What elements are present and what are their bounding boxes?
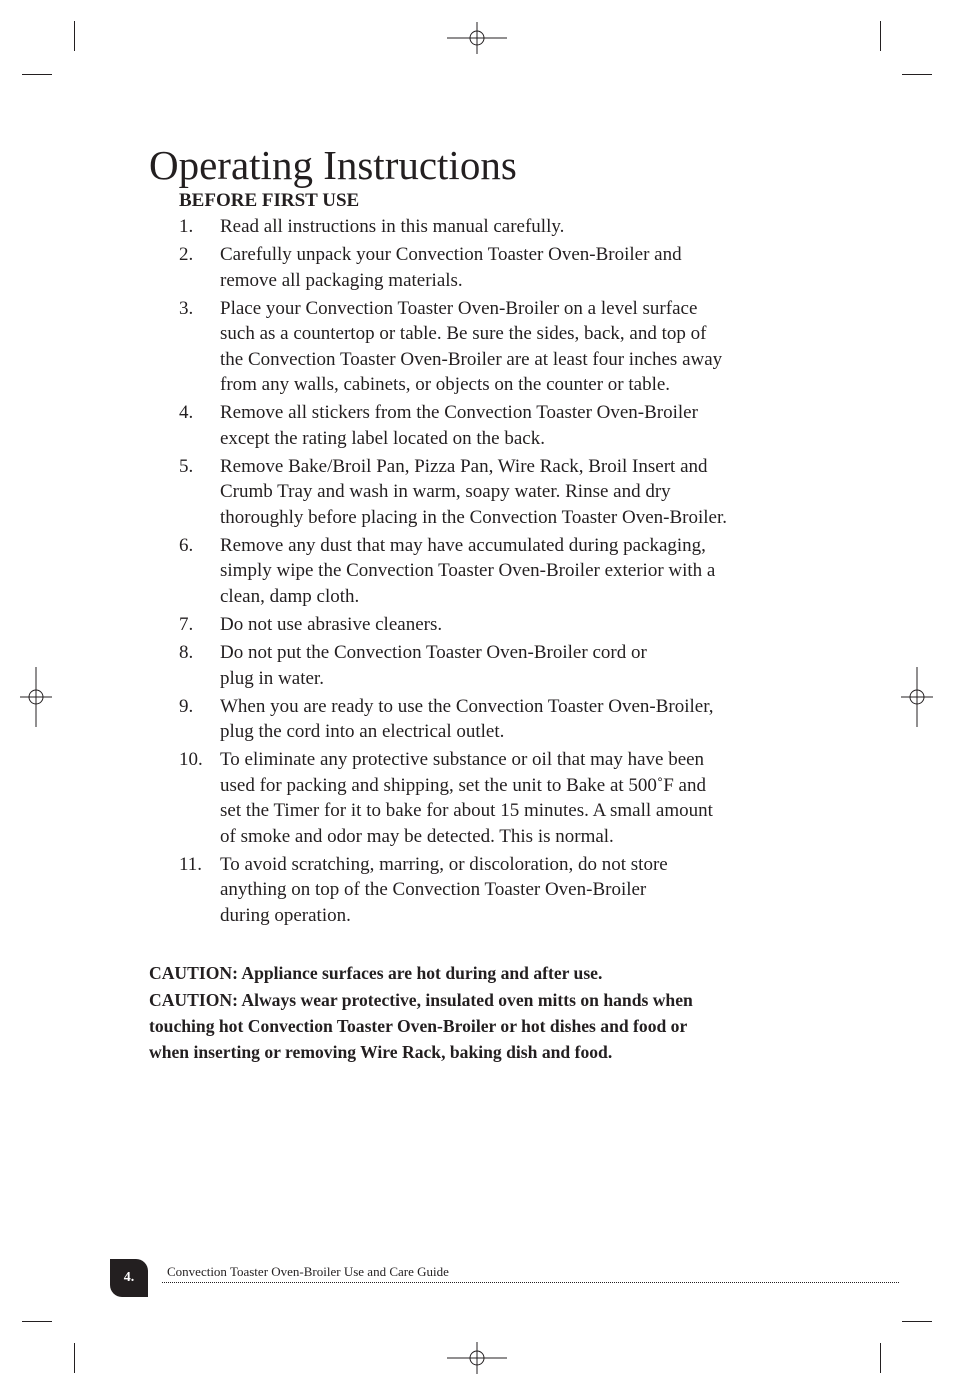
instruction-step bbox=[179, 640, 819, 691]
instruction-step bbox=[179, 533, 819, 610]
section-heading: BEFORE FIRST USE bbox=[179, 190, 360, 211]
caution-text: CAUTION: Appliance surfaces are hot during and after use. bbox=[149, 963, 603, 983]
crop-mark bbox=[74, 1343, 75, 1373]
step-number: 2. bbox=[179, 244, 194, 266]
step-number: 9. bbox=[179, 695, 194, 717]
instruction-step bbox=[179, 612, 819, 638]
step-text: Read all instructions in this manual carefully. bbox=[220, 216, 565, 237]
step-text: To avoid scratching, marring, or discoloration, do not store anything on top of the Convection Toaster Oven-Broiler during operation. bbox=[220, 853, 668, 926]
step-text: Remove any dust that may have accumulated during packaging, simply wipe the Convection Toaster Oven-Broiler exterior with a clean, damp cloth. bbox=[220, 534, 716, 607]
instruction-step bbox=[179, 694, 819, 745]
page-number-badge: 4. bbox=[110, 1259, 148, 1297]
registration-mark-icon bbox=[447, 8, 507, 68]
instruction-step bbox=[179, 852, 819, 929]
step-number: 7. bbox=[179, 614, 194, 636]
instruction-step bbox=[179, 242, 819, 293]
instruction-step bbox=[179, 214, 819, 240]
crop-mark bbox=[74, 21, 75, 51]
step-text: Carefully unpack your Convection Toaster Oven-Broiler and remove all packaging materials. bbox=[220, 244, 682, 291]
step-number: 10. bbox=[179, 749, 203, 771]
step-text: When you are ready to use the Convection Toaster Oven-Broiler, plug the cord into an electrical outlet. bbox=[220, 695, 714, 743]
instruction-step bbox=[179, 454, 819, 531]
step-number: 6. bbox=[179, 534, 194, 556]
instruction-list bbox=[179, 214, 819, 931]
instruction-step bbox=[179, 400, 819, 451]
step-number: 8. bbox=[179, 642, 194, 664]
crop-mark bbox=[880, 21, 881, 51]
instruction-step bbox=[179, 747, 819, 849]
instruction-step bbox=[179, 296, 819, 398]
crop-mark bbox=[902, 1321, 932, 1322]
caution-text: CAUTION: Always wear protective, insulated oven mitts on hands when touching hot Convection Toaster Oven-Broiler or hot dishes and food or when inserting or removing Wire Rack, baking dish and food. bbox=[149, 990, 693, 1062]
registration-mark-icon bbox=[6, 667, 66, 727]
footer-dotted-rule bbox=[162, 1282, 899, 1283]
step-number: 11. bbox=[179, 853, 203, 875]
crop-mark bbox=[880, 1343, 881, 1373]
step-text: Place your Convection Toaster Oven-Broiler on a level surface such as a countertop or table. Be sure the sides, back, and top of the Convection Toaster Oven-Broiler are at least four inches away from any walls, cabinets, or objects on the counter or table. bbox=[220, 297, 723, 396]
page-title: Operating Instructions bbox=[149, 142, 517, 188]
crop-mark bbox=[22, 1321, 52, 1322]
registration-mark-icon bbox=[887, 667, 947, 727]
crop-mark bbox=[902, 74, 932, 75]
step-number: 4. bbox=[179, 402, 194, 424]
step-text: Remove all stickers from the Convection Toaster Oven-Broiler except the rating label located on the back. bbox=[220, 402, 698, 449]
caution-block bbox=[149, 960, 809, 1066]
step-text: Remove Bake/Broil Pan, Pizza Pan, Wire Rack, Broil Insert and Crumb Tray and wash in warm, soapy water. Rinse and dry thoroughly before placing in the Convection Toaster Oven-Broiler. bbox=[220, 455, 727, 528]
footer-guide-title: Convection Toaster Oven-Broiler Use and Care Guide bbox=[167, 1264, 449, 1279]
step-text: Do not put the Convection Toaster Oven-Broiler cord or plug in water. bbox=[220, 642, 647, 689]
step-number: 5. bbox=[179, 455, 194, 477]
step-number: 3. bbox=[179, 297, 194, 319]
step-text: To eliminate any protective substance or oil that may have been used for packing and shipping, set the unit to Bake at 500˚F and set the Timer for it to bake for about 15 minutes. A small amount of smoke and odor may be detected. This is normal. bbox=[220, 749, 713, 847]
step-text: Do not use abrasive cleaners. bbox=[220, 614, 443, 636]
step-number: 1. bbox=[179, 216, 194, 237]
registration-mark-icon bbox=[447, 1328, 507, 1388]
crop-mark bbox=[22, 74, 52, 75]
